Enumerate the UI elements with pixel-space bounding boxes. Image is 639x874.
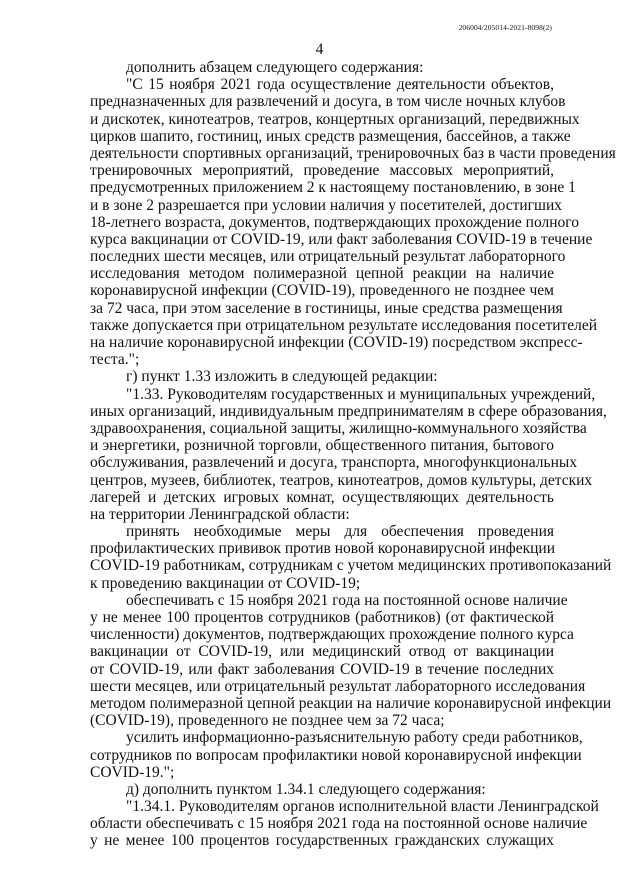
text-line: вакцинации от COVID-19, или медицинский отвод от вакцинации xyxy=(90,643,554,661)
text-line: деятельности спортивных организаций, тренировочных баз в части проведения xyxy=(90,144,616,162)
text-line: области обеспечивать с 15 ноября 2021 года на постоянной основе наличие xyxy=(90,815,588,833)
text-line: численности) документов, подтверждающих прохождение полного курса xyxy=(90,626,574,644)
text-line: предусмотренных приложением 2 к настоящему постановлению, в зоне 1 xyxy=(90,179,576,197)
text-line: от COVID-19, или факт заболевания COVID-19 в течение последних xyxy=(90,660,554,678)
text-line: коронавирусной инфекции (COVID-19), проведенного не позднее чем xyxy=(90,282,554,300)
text-line: "1.34.1. Руководителям органов исполнительной власти Ленинградской xyxy=(126,798,599,816)
text-line: и энергетики, розничной торговли, общественного питания, бытового xyxy=(90,437,554,455)
text-line: COVID-19."; xyxy=(90,763,175,781)
document-id: 206004/205014-2021-8098(2) xyxy=(458,23,552,32)
text-line: профилактических прививок против новой коронавирусной инфекции xyxy=(90,540,555,558)
text-line: цирков шапито, гостиниц, иных средств размещения, бассейнов, а также xyxy=(90,127,571,145)
text-line: на наличие коронавирусной инфекции (COVID-19) посредством экспресс- xyxy=(90,334,583,351)
text-line: г) пункт 1.33 изложить в следующей редакции: xyxy=(126,368,438,386)
text-line: шести месяцев, или отрицательный результат лабораторного исследования xyxy=(90,677,586,695)
text-line: последних шести месяцев, или отрицательный результат лабораторного xyxy=(90,248,566,266)
text-line: тренировочных мероприятий, проведение массовых мероприятий, xyxy=(90,162,554,180)
text-line: обслуживания, развлечений и досуга, транспорта, многофункциональных xyxy=(90,454,578,472)
text-line: д) дополнить пунктом 1.34.1 следующего содержания: xyxy=(126,780,486,798)
text-line: COVID-19 работникам, сотрудникам с учетом медицинских противопоказаний xyxy=(90,557,612,575)
text-line: к проведению вакцинации от COVID-19; xyxy=(90,574,361,592)
text-line: также допускается при отрицательном результате исследования посетителей xyxy=(90,316,598,334)
text-line: за 72 часа, при этом заселение в гостиницы, иные средства размещения xyxy=(90,299,563,317)
text-line: иных организаций, индивидуальным предпринимателям в сфере образования, xyxy=(90,402,607,420)
text-line: предназначенных для развлечений и досуга, в том числе ночных клубов xyxy=(90,93,566,111)
text-line: "С 15 ноября 2021 года осуществление деятельности объектов, xyxy=(126,76,554,94)
text-line: у не менее 100 процентов государственных гражданских служащих xyxy=(90,832,554,850)
text-line: и дискотек, кинотеатров, театров, концертных организаций, передвижных xyxy=(90,110,580,128)
page-number: 4 xyxy=(315,41,324,58)
text-line: центров, музеев, библиотек, театров, кинотеатров, домов культуры, детских xyxy=(90,471,593,489)
document-body xyxy=(90,59,616,850)
text-line: лагерей и детских игровых комнат, осуществляющих деятельность xyxy=(90,488,554,506)
text-line: у не менее 100 процентов сотрудников (работников) (от фактической xyxy=(90,609,554,626)
text-line: обеспечивать с 15 ноября 2021 года на постоянной основе наличие xyxy=(126,591,568,609)
text-line: здравоохранения, социальной защиты, жилищно-коммунального хозяйства xyxy=(90,419,587,437)
text-line: исследования методом полимеразной цепной реакции на наличие xyxy=(90,265,554,283)
text-line: и в зоне 2 разрешается при условии наличия у посетителей, достигших xyxy=(90,196,562,214)
text-line: курса вакцинации от COVID-19, или факт заболевания COVID-19 в течение xyxy=(90,230,593,248)
text-line: "1.33. Руководителям государственных и муниципальных учреждений, xyxy=(126,385,596,403)
text-line: на территории Ленинградской области: xyxy=(90,505,350,523)
text-line: (COVID-19), проведенного не позднее чем за 72 часа; xyxy=(90,712,445,730)
text-line: усилить информационно-разъяснительную работу среди работников, xyxy=(126,729,583,747)
text-line: дополнить абзацем следующего содержания: xyxy=(126,59,424,76)
text-line: 18-летнего возраста, документов, подтверждающих прохождение полного xyxy=(90,213,579,231)
text-line: принять необходимые меры для обеспечения проведения xyxy=(126,523,554,541)
text-line: сотрудников по вопросам профилактики новой коронавирусной инфекции xyxy=(90,746,582,764)
text-line: методом полимеразной цепной реакции на наличие коронавирусной инфекции xyxy=(90,694,612,712)
text-line: теста."; xyxy=(90,351,140,369)
